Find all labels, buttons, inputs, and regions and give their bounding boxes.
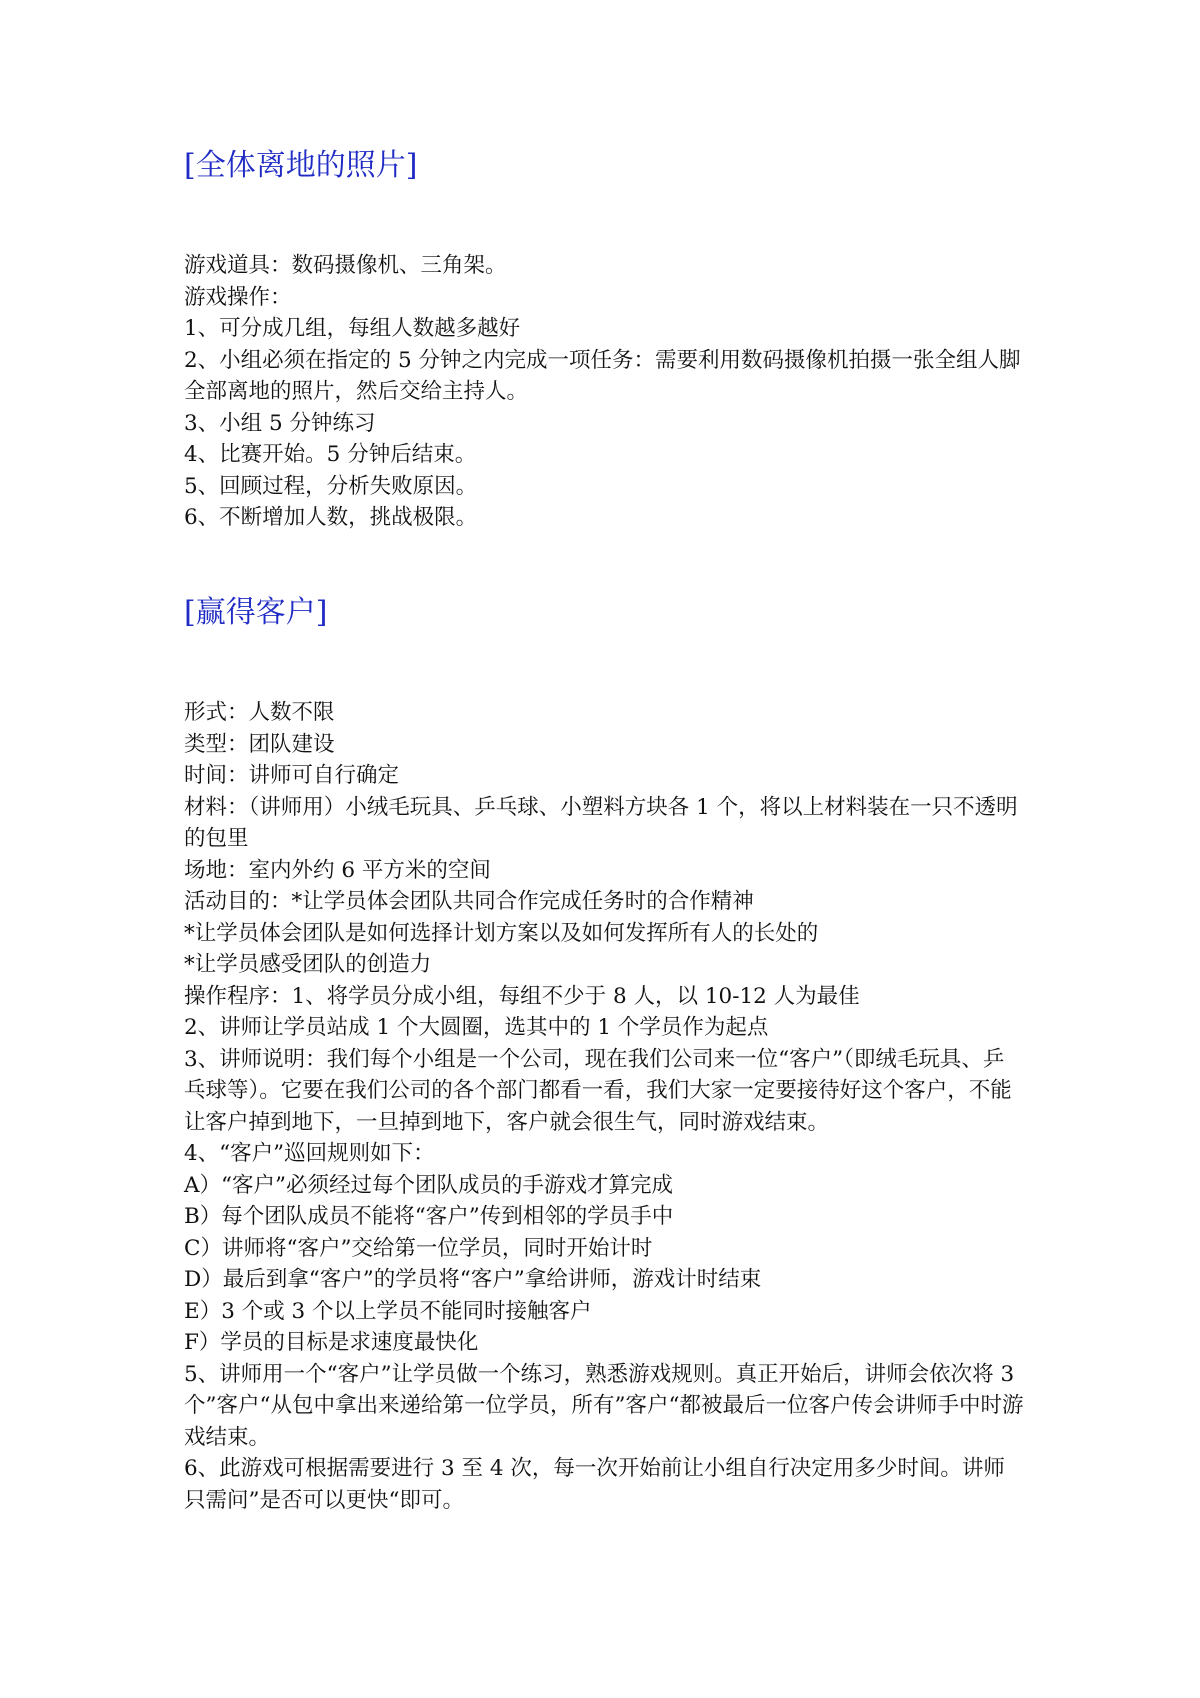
text-line: 3、讲师说明：我们每个小组是一个公司，现在我们公司来一位“客户”（即绒毛玩具、乒乓球等）。它要在我们公司的各个部门都看一看，我们大家一定要接待好这个客户，不能让客户掉到地下，一旦掉到地下，客户就会很生气，同时游戏结束。	[184, 1046, 1012, 1135]
section-body-win-customer	[184, 697, 1024, 1516]
text-line: 6、不断增加人数，挑战极限。	[184, 505, 478, 530]
text-line: 1、可分成几组，每组人数越多越好	[184, 316, 521, 341]
text-line: 2、讲师让学员站成 1 个大圆圈，选其中的 1 个学员作为起点	[184, 1015, 769, 1040]
text-line: 形式：人数不限	[184, 700, 335, 725]
text-line: 游戏道具：数码摄像机、三角架。	[184, 253, 507, 278]
section-title-photo: [全体离地的照片]	[184, 148, 418, 183]
text-line: 5、回顾过程，分析失败原因。	[184, 473, 478, 499]
text-line: *让学员感受团队的创造力	[184, 952, 432, 977]
text-line: 类型：团队建设	[184, 731, 335, 757]
text-line: 4、“客户”巡回规则如下：	[184, 1141, 435, 1166]
text-line: 活动目的：*让学员体会团队共同合作完成任务时的合作精神	[184, 889, 754, 914]
section-title-win-customer: [赢得客户]	[184, 595, 328, 630]
text-line: 2、小组必须在指定的 5 分钟之内完成一项任务：需要利用数码摄像机拍摄一张全组人脚全部离地的照片，然后交给主持人。	[184, 347, 1021, 404]
text-line: 游戏操作：	[184, 284, 292, 310]
text-line: 操作程序：1、将学员分成小组，每组不少于 8 人，以 10-12 人为最佳	[184, 983, 860, 1009]
text-line: 材料：（讲师用）小绒毛玩具、乒乓球、小塑料方块各 1 个，将以上材料装在一只不透明的包里	[184, 794, 1018, 851]
text-line: D）最后到拿“客户”的学员将“客户”拿给讲师，游戏计时结束	[184, 1267, 762, 1292]
text-line: *让学员体会团队是如何选择计划方案以及如何发挥所有人的长处的	[184, 920, 819, 946]
text-line: B）每个团队成员不能将“客户”传到相邻的学员手中	[184, 1204, 674, 1229]
text-line: 场地：室内外约 6 平方米的空间	[184, 857, 491, 883]
text-line: 时间：讲师可自行确定	[184, 763, 400, 788]
text-line: 5、讲师用一个“客户”让学员做一个练习，熟悉游戏规则。真正开始后，讲师会依次将 3 个”客户“从包中拿出来递给第一位学员，所有”客户“都被最后一位客户传会讲师手中时游戏结束。	[184, 1361, 1024, 1450]
section-body-photo	[184, 250, 1024, 534]
text-line: A）“客户”必须经过每个团队成员的手游戏才算完成	[184, 1172, 674, 1198]
text-line: 3、小组 5 分钟练习	[184, 410, 376, 436]
text-line: 4、比赛开始。5 分钟后结束。	[184, 442, 477, 467]
text-line: 6、此游戏可根据需要进行 3 至 4 次，每一次开始前让小组自行决定用多少时间。讲师只需问”是否可以更快“即可。	[184, 1456, 1005, 1513]
text-line: C）讲师将“客户”交给第一位学员，同时开始计时	[184, 1235, 653, 1261]
text-line: F）学员的目标是求速度最快化	[184, 1330, 479, 1355]
text-line: E）3 个或 3 个以上学员不能同时接触客户	[184, 1298, 592, 1324]
